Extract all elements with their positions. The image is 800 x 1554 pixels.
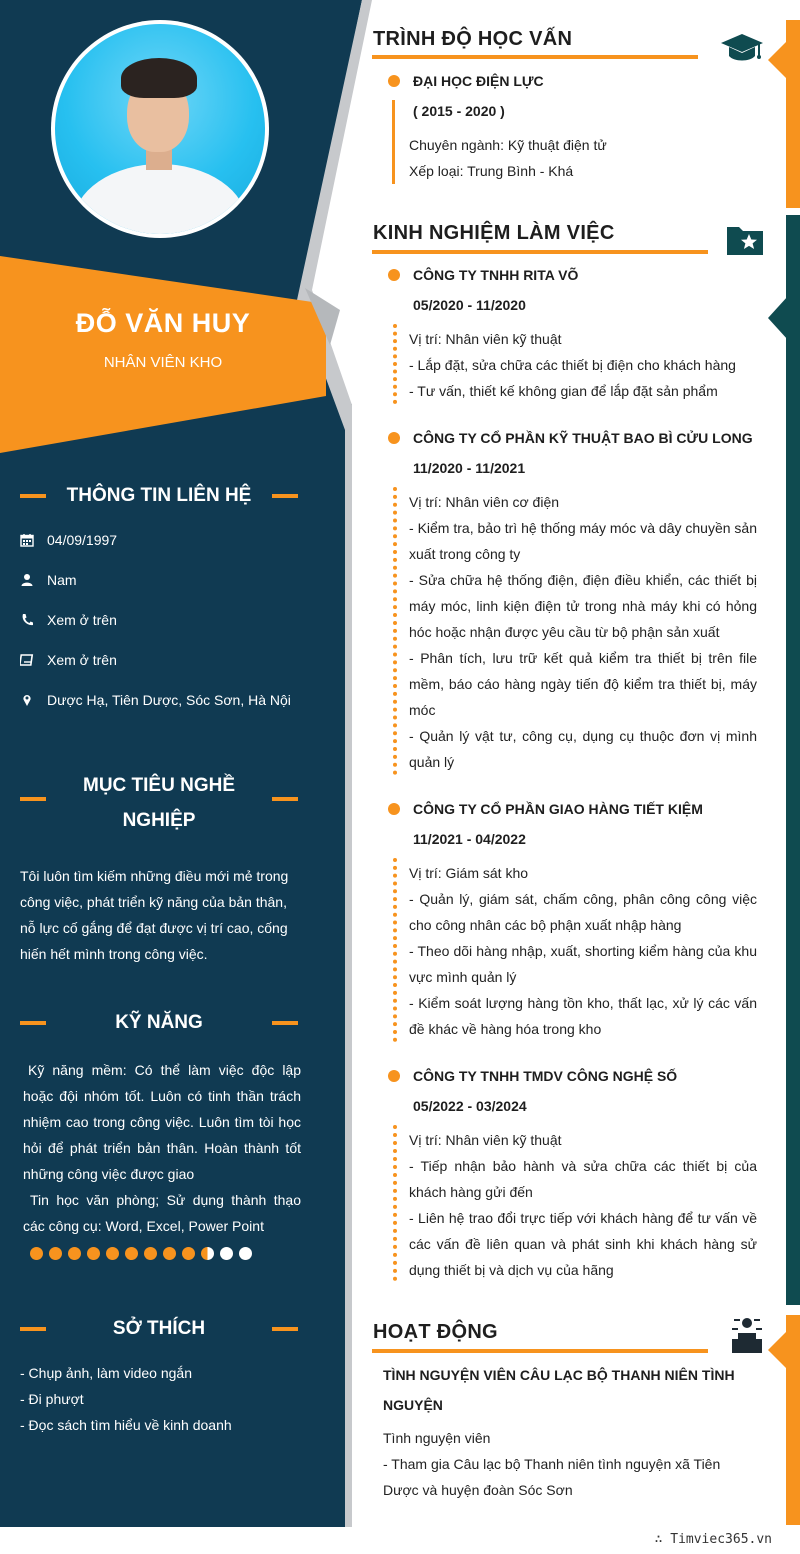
- phone-icon: [20, 613, 34, 627]
- skill-rating-dot: [106, 1247, 119, 1260]
- candidate-job-title: NHÂN VIÊN KHO: [103, 354, 223, 371]
- activity-name: TÌNH NGUYỆN VIÊN CÂU LẠC BỘ THANH NIÊN TÌNH NGUYỆN: [383, 1367, 735, 1413]
- skill-rating-dot: [30, 1247, 43, 1260]
- experience-section-title: KINH NGHIỆM LÀM VIỆC: [373, 222, 615, 244]
- activity-description: - Tham gia Câu lạc bộ Thanh niên tình nguyện xã Tiên Dược và huyện đoàn Sóc Sơn: [383, 1456, 721, 1498]
- soft-skills: Kỹ năng mềm: Có thể làm việc độc lập hoặc đội nhóm tốt. Luôn có tinh thần trách nhiệm cao trong công việc. Luôn tìm tòi học hỏi để phát triển bản thân. Hoàn thành tốt những công việc được giao: [23, 1062, 301, 1182]
- skill-rating-dot: [163, 1247, 176, 1260]
- objective-text: Tôi luôn tìm kiếm những điều mới mẻ trong công việc, phát triển kỹ năng của bản thân, nỗ lực cố gắng để đạt được vị trí cao, cống hiến hết mình trong công việc.: [20, 868, 289, 962]
- timeline-bullet: [388, 803, 400, 815]
- job-details: Vị trí: Giám sát kho - Quản lý, giám sát, chấm công, phân công công việc cho công nhân các bộ phận xuất nhập hàng - Theo dõi hàng nhập, xuất, shorting kiểm hàng của khu vực mình quản lý - Kiểm soát lượng hàng tồn kho, thất lạc, xử lý các vấn đề khác về hàng hóa trong kho: [409, 865, 757, 1037]
- logo-icon: ∴: [654, 1532, 671, 1547]
- education-section-title: TRÌNH ĐỘ HỌC VẤN: [373, 28, 573, 50]
- job-details: Vị trí: Nhân viên kỹ thuật - Tiếp nhận bảo hành và sửa chữa các thiết bị của khách hàng gửi đến - Liên hệ trao đổi trực tiếp với khách hàng để tư vấn về các vấn đề liên quan và phát sinh khi khách hàng sử dụng thiết bị và dịch vụ của hãng: [409, 1132, 757, 1278]
- education-details: [409, 132, 757, 184]
- timeline-bullet: [388, 75, 400, 87]
- side-strip-experience: [786, 215, 800, 1305]
- candidate-name: ĐỖ VĂN HUY: [75, 308, 251, 338]
- timeline-dots: [393, 487, 397, 775]
- timeline-dots: [393, 324, 397, 404]
- education-grade: Xếp loại: Trung Bình - Khá: [409, 163, 574, 179]
- objective-section-title: MỤC TIÊU NGHỀ NGHIỆP: [20, 768, 298, 838]
- skills-section-title: KỸ NĂNG: [20, 1012, 298, 1034]
- skills-text: [23, 1057, 301, 1239]
- timeline-bullet: [388, 1070, 400, 1082]
- timeline-line: [392, 100, 395, 184]
- job-company: CÔNG TY CỔ PHẦN KỸ THUẬT BAO BÌ CỬU LONG: [413, 430, 753, 446]
- avatar: [55, 24, 265, 234]
- side-tab-education: [768, 40, 788, 80]
- user-icon: [20, 573, 34, 587]
- skill-rating-dot: [182, 1247, 195, 1260]
- job-details: Vị trí: Nhân viên kỹ thuật - Lắp đặt, sửa chữa các thiết bị điện cho khách hàng - Tư vấn, thiết kế không gian để lắp đặt sản phẩm: [409, 331, 736, 399]
- calendar-icon: [20, 533, 34, 547]
- job-period: 05/2022 - 03/2024: [413, 1098, 527, 1114]
- activities-underline: [372, 1349, 708, 1353]
- folder-star-icon: [725, 223, 765, 257]
- timeline-dots: [393, 858, 397, 1042]
- job-company: CÔNG TY TNHH TMDV CÔNG NGHỆ SỐ: [413, 1068, 678, 1084]
- activity-details: [383, 1425, 757, 1503]
- skill-rating-dot: [201, 1247, 214, 1260]
- school-name: ĐẠI HỌC ĐIỆN LỰC: [413, 73, 544, 89]
- activity-role: Tình nguyện viên: [383, 1430, 491, 1446]
- contact-birthday: 04/09/1997: [20, 529, 117, 551]
- graduation-cap-icon: [720, 32, 764, 64]
- activities-section-title: HOẠT ĐỘNG: [373, 1321, 498, 1343]
- side-tab-activities: [768, 1330, 788, 1370]
- email-icon: [20, 653, 34, 667]
- hobby-item: - Chụp ảnh, làm video ngắn: [20, 1365, 192, 1381]
- skill-rating-dot: [144, 1247, 157, 1260]
- experience-underline: [372, 250, 708, 254]
- job-company: CÔNG TY TNHH RITA VÕ: [413, 267, 579, 283]
- education-underline: [372, 55, 698, 59]
- contact-section-title: THÔNG TIN LIÊN HỆ: [20, 485, 298, 507]
- side-tab-experience: [768, 296, 788, 340]
- job-period: 11/2020 - 11/2021: [413, 460, 526, 476]
- skill-rating-dot: [220, 1247, 233, 1260]
- job-period: 11/2021 - 04/2022: [413, 831, 526, 847]
- office-skills: Tin học văn phòng; Sử dụng thành thạo các công cụ: Word, Excel, Power Point: [23, 1192, 301, 1234]
- skill-rating-dot: [125, 1247, 138, 1260]
- contact-address: Dược Hạ, Tiên Dược, Sóc Sơn, Hà Nội: [20, 689, 291, 711]
- skill-rating-dot: [87, 1247, 100, 1260]
- location-icon: [20, 693, 34, 707]
- job-details: Vị trí: Nhân viên cơ điện - Kiểm tra, bảo trì hệ thống máy móc và dây chuyền sản xuất trong công ty - Sửa chữa hệ thống điện, điện điều khiển, các thiết bị máy móc, linh kiện điện tử trong nhà máy khi có hỏng hóc hoặc nhận được yêu cầu từ bộ phận sản xuất - Phân tích, lưu trữ kết quả kiểm tra thiết bị trên file mềm, báo cáo hàng ngày tiến độ kiểm tra thiết bị, máy móc - Quản lý vật tư, công cụ, dụng cụ thuộc đơn vị mình quản lý: [409, 494, 757, 770]
- education-major: Chuyên ngành: Kỹ thuật điện tử: [409, 137, 607, 153]
- skill-rating-dot: [239, 1247, 252, 1260]
- timeline-dots: [393, 1125, 397, 1281]
- timeline-bullet: [388, 432, 400, 444]
- skill-rating-dot: [68, 1247, 81, 1260]
- contact-phone: Xem ở trên: [20, 609, 117, 631]
- skill-rating: [30, 1247, 252, 1260]
- activity-podium-icon: [728, 1315, 766, 1355]
- job-company: CÔNG TY CỔ PHẦN GIAO HÀNG TIẾT KIỆM: [413, 801, 703, 817]
- hobby-item: - Đi phượt: [20, 1391, 84, 1407]
- hobbies-list: [20, 1360, 232, 1438]
- contact-email: Xem ở trên: [20, 649, 117, 671]
- side-strip-activities: [786, 1315, 800, 1525]
- site-footer: [655, 1532, 772, 1547]
- hobby-item: - Đọc sách tìm hiểu về kinh doanh: [20, 1417, 232, 1433]
- contact-gender: Nam: [20, 569, 77, 591]
- footer-brand: Timviec365.vn: [670, 1532, 772, 1547]
- hobbies-section-title: SỞ THÍCH: [20, 1318, 298, 1340]
- study-period: ( 2015 - 2020 ): [413, 103, 505, 119]
- timeline-bullet: [388, 269, 400, 281]
- job-period: 05/2020 - 11/2020: [413, 297, 526, 313]
- side-strip-education: [786, 20, 800, 208]
- skill-rating-dot: [49, 1247, 62, 1260]
